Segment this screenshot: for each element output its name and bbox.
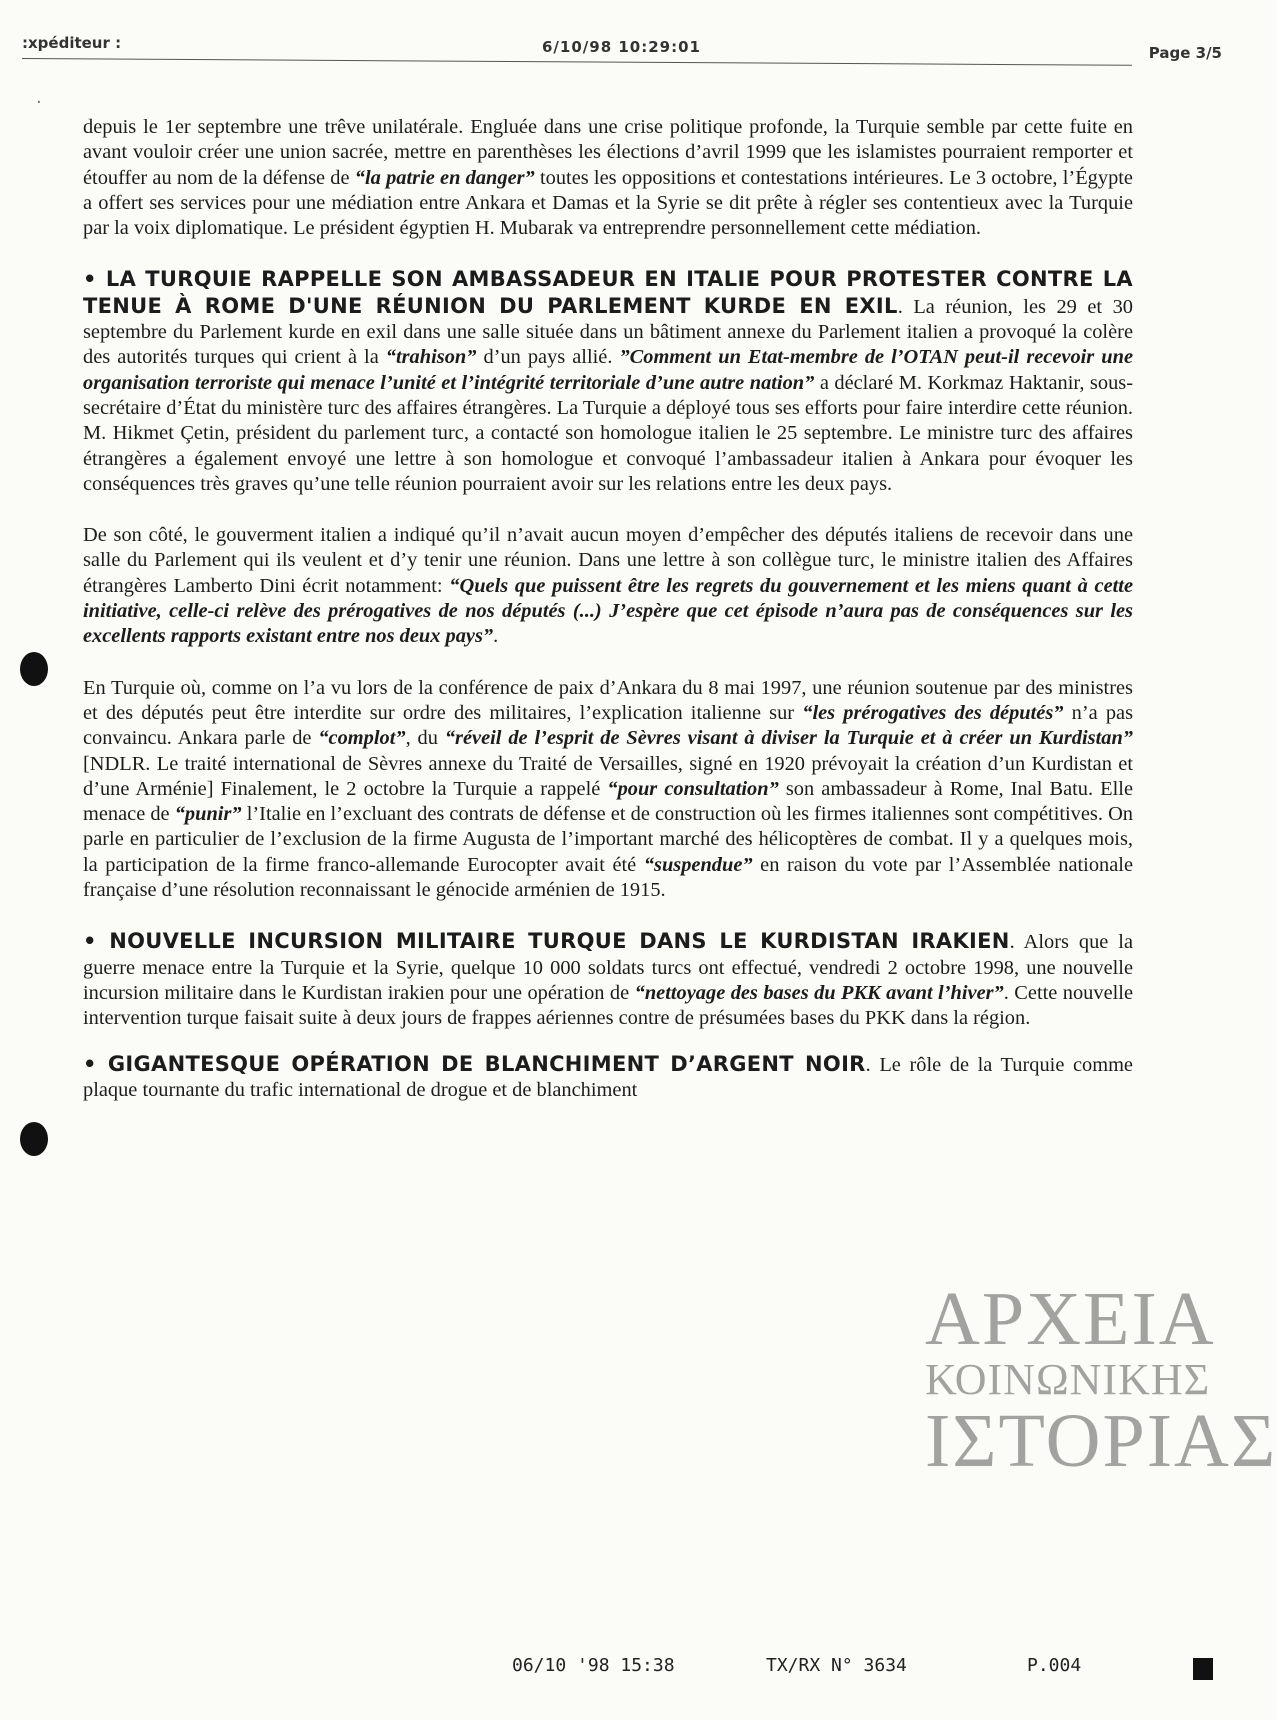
section-headline: • LA TURQUIE RAPPELLE SON AMBASSADEUR EN ITALIE POUR PROTESTER CONTRE LA TENUE À ROME D'UNE RÉUNION DU PARLEMENT KURDE EN EXIL bbox=[83, 267, 1133, 318]
quote-text: “réveil de l’esprit de Sèvres visant à diviser la Turquie et à créer un Kurdistan” bbox=[444, 727, 1134, 750]
footer-datetime: 06/10 '98 15:38 bbox=[512, 1655, 675, 1676]
body-text: a déclaré M. Korkmaz Haktanir, sous-secrétaire d’État du ministère turc des affaires étrangères. La Turquie a déployé tous ses efforts pour faire interdire cette réunion. M. Hikmet Çetin, président du parlement turc, a contacté son homologue italien le 25 septembre. Le ministre turc des affaires étrangères a également envoyé une lettre à son homologue et convoqué l’ambassadeur italien à Ankara pour évoquer les conséquences très graves qu’une telle réunion pourraient avoir sur les relations entre les deux pays. bbox=[83, 371, 1133, 495]
section-headline: • NOUVELLE INCURSION MILITAIRE TURQUE DANS LE KURDISTAN IRAKIEN bbox=[83, 929, 1010, 954]
quote-text: “la patrie en danger” bbox=[354, 166, 535, 189]
paragraph bbox=[83, 929, 1133, 1031]
paragraph-gap bbox=[83, 497, 1133, 523]
body-text: en raison du vote par l’Assemblée nationale française d’une résolution reconnaissant le génocide arménien de 1915. bbox=[83, 853, 1133, 902]
corner-mark bbox=[1193, 1658, 1213, 1680]
body-text: . bbox=[493, 625, 499, 648]
watermark-line: ΙΣΤΟΡΙΑΣ bbox=[925, 1399, 1277, 1483]
paragraph bbox=[83, 115, 1133, 241]
quote-text: ”Comment un Etat-membre de l’OTAN peut-il recevoir une organisation terroriste qui menace l’unité et l’intégrité territoriale d’une autre nation” bbox=[83, 346, 1133, 394]
body-text: . Alors que la guerre menace entre la Turquie et la Syrie, quelque 10 000 soldats turcs ont effectué, vendredi 2 octobre 1998, une nouvelle incursion militaire dans le Kurdistan irakien pour une opération de bbox=[83, 931, 1134, 1004]
paragraph bbox=[83, 1052, 1133, 1104]
paragraph-gap bbox=[83, 241, 1133, 267]
paragraph-gap bbox=[83, 1032, 1133, 1052]
quote-text: “trahison” bbox=[385, 346, 477, 369]
body-text: l’Italie en l’excluant des contrats de défense et de construction où les firmes italiennes sont compétitives. On parle en particulier de l’exclusion de la firme Augusta de l’important marché des hélicoptères de combat. Il y a quelques mois, la participation de la firme franco-allemande Eurocopter avait été bbox=[83, 803, 1133, 876]
fax-header bbox=[22, 34, 1222, 62]
body-text: depuis le 1er septembre une trêve unilatérale. Engluée dans une crise politique profonde, la Turquie semble par cette fuite en avant vouloir créer une union sacrée, mettre en parenthèses les élections d’avril 1999 que les islamistes pourraient remporter et étouffer au nom de la défense de bbox=[83, 116, 1133, 189]
body-text: De son côté, le gouverment italien a indiqué qu’il n’avait aucun moyen d’empêcher des députés italiens de recevoir dans une salle du Parlement qui ils veulent et d’y tenir une réunion. Dans une lettre à son collègue turc, le ministre italien des Affaires étrangères Lamberto Dini écrit notamment: bbox=[83, 524, 1133, 597]
article-body bbox=[83, 115, 1133, 1103]
footer-txrx: TX/RX N° 3634 bbox=[766, 1655, 907, 1676]
body-text: . Cette nouvelle intervention turque faisait suite à deux jours de frappes aériennes contre de présumées bases du PKK dans la région. bbox=[83, 981, 1134, 1030]
paragraph-gap bbox=[83, 650, 1133, 676]
archive-watermark-stamp bbox=[925, 1277, 1277, 1510]
quote-text: “les prérogatives des députés” bbox=[802, 701, 1064, 724]
fax-datetime: 6/10/98 10:29:01 bbox=[542, 38, 701, 56]
body-text: . La réunion, les 29 et 30 septembre du Parlement kurde en exil dans une salle située dans un bâtiment annexe du Parlement italien a provoqué la colère des autorités turques qui crient à la bbox=[83, 295, 1133, 369]
punch-hole bbox=[20, 1122, 48, 1156]
body-text: d’un pays allié. bbox=[476, 346, 620, 369]
paragraph bbox=[83, 676, 1133, 904]
body-text: . Le rôle de la Turquie comme plaque tournante du trafic international de drogue et de blanchiment bbox=[83, 1053, 1133, 1101]
watermark-line: ΑΡΧΕΙΑ bbox=[925, 1277, 1216, 1361]
scan-mark: · bbox=[36, 92, 42, 113]
quote-text: “pour consultation” bbox=[607, 777, 779, 800]
quote-text: “suspendue” bbox=[643, 853, 753, 876]
fax-sender-label: :xpéditeur : bbox=[22, 34, 122, 52]
footer-page: P.004 bbox=[1027, 1655, 1082, 1676]
section-headline: • GIGANTESQUE OPÉRATION DE BLANCHIMENT D’ARGENT NOIR bbox=[83, 1051, 866, 1076]
paragraph bbox=[83, 523, 1133, 649]
quote-text: “nettoyage des bases du PKK avant l’hiver” bbox=[634, 981, 1004, 1004]
body-text: toutes les oppositions et contestations intérieures. Le 3 octobre, l’Égypte a offert ses services pour une médiation entre Ankara et Damas et la Syrie se dit prête à régler ses contentieux avec la Turquie par la voix diplomatique. Le président égyptien H. Mubarak va entreprendre personnellement cette médiation. bbox=[83, 166, 1133, 240]
paragraph bbox=[83, 267, 1133, 497]
quote-text: “punir” bbox=[174, 803, 242, 826]
quote-text: “Quels que puissent être les regrets du gouvernement et les miens quant à cette initiative, celle-ci relève des prérogatives de nos députés (...) J’espère que cet épisode n’aura pas de conséquences sur les excellents rapports existant entre nos deux pays” bbox=[83, 574, 1133, 648]
body-text: son ambassadeur à Rome, Inal Batu. Elle menace de bbox=[83, 777, 1133, 826]
punch-hole bbox=[20, 652, 48, 686]
body-text: [NDLR. Le traité international de Sèvres annexe du Traité de Versailles, signé en 1920 prévoyait la création d’un Kurdistan et d’une Arménie] Finalement, le 2 octobre la Turquie a rappelé bbox=[83, 752, 1133, 800]
body-text: n’a pas convaincu. Ankara parle de bbox=[83, 701, 1134, 750]
fax-page-number: Page 3/5 bbox=[1148, 44, 1222, 62]
watermark-line: ΚΟΙΝΩΝΙΚΗΣ bbox=[925, 1355, 1211, 1404]
header-rule bbox=[22, 58, 1132, 66]
quote-text: “complot” bbox=[318, 727, 406, 750]
body-text: , du bbox=[405, 727, 445, 750]
paragraph-gap bbox=[83, 903, 1133, 929]
body-text: En Turquie où, comme on l’a vu lors de la conférence de paix d’Ankara du 8 mai 1997, une réunion soutenue par des ministres et des députés peut être interdite sur ordre des militaires, l’explication italienne sur bbox=[83, 676, 1133, 724]
